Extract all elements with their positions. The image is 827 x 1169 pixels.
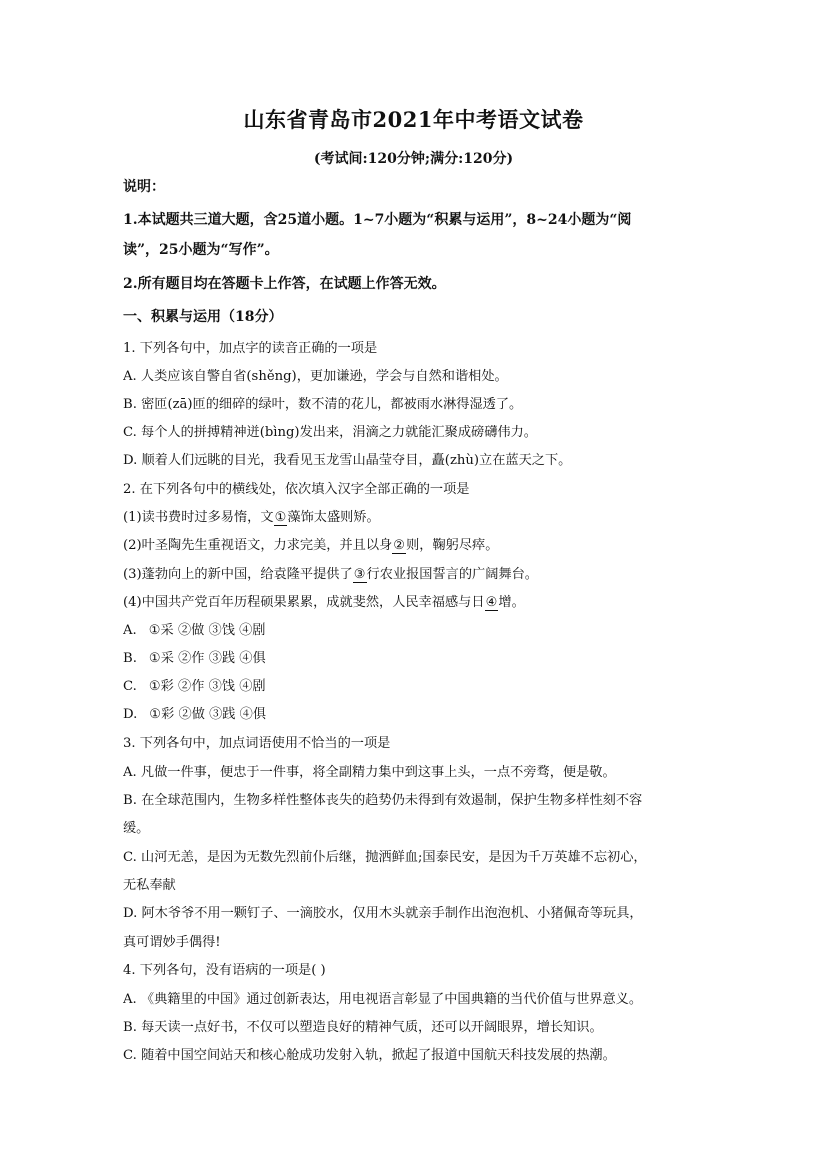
q2-blank-1: ① bbox=[274, 510, 287, 525]
q2-sentence-4-post: 增。 bbox=[498, 595, 525, 610]
q2-sentence-3 bbox=[123, 566, 713, 584]
q2-option-a-choice-1: ①采 bbox=[148, 623, 174, 638]
q2-option-d-choice-4: ④俱 bbox=[239, 707, 267, 722]
q2-option-b-choice-3: ③践 bbox=[208, 651, 236, 666]
q2-option-c-letter: C. bbox=[123, 679, 137, 694]
q1-stem: 1. 下列各句中，加点字的读音正确的一项是 bbox=[123, 341, 378, 356]
q2-blank-4: ④ bbox=[485, 595, 498, 610]
q2-sentence-3-pre: (3)蓬勃向上的新中国，给袁隆平提供了 bbox=[123, 567, 353, 582]
exam-subtitle: (考试间:120分钟;满分:120分) bbox=[313, 151, 514, 167]
q1-option-a: A. 人类应该自警自省(shěng)，更加谦逊，学会与自然和谐相处。 bbox=[123, 369, 508, 384]
q2-option-a-choice-4: ④剧 bbox=[239, 623, 266, 638]
q2-option-a-choice-2: ②做 bbox=[177, 623, 205, 638]
q3-option-d-line-2: 真可谓妙手偶得! bbox=[123, 935, 221, 950]
q3-option-c-line-1: C. 山河无恙，是因为无数先烈前仆后继，抛洒鲜血;国泰民安，是因为千万英雄不忘初心， bbox=[123, 850, 647, 865]
q2-option-d-letter: D. bbox=[123, 707, 138, 722]
q3-option-a: A. 凡做一件事，便忠于一件事，将全副精力集中到这事上头，一点不旁骛，便是敬。 bbox=[123, 765, 616, 780]
q2-option-d bbox=[123, 706, 713, 724]
q2-sentence-1 bbox=[123, 509, 713, 527]
q1-option-d: D. 顺着人们远眺的目光，我看见玉龙雪山晶莹夺目，矗(zhù)立在蓝天之下。 bbox=[123, 453, 572, 468]
q2-option-b bbox=[123, 650, 713, 668]
q2-option-d-choice-3: ③践 bbox=[209, 707, 236, 722]
q2-option-c-choice-3: ③饯 bbox=[208, 679, 235, 694]
q2-option-a-letter: A. bbox=[123, 623, 137, 638]
q2-option-b-choice-2: ②作 bbox=[178, 651, 205, 666]
q4-stem: 4. 下列各句，没有语病的一项是( ) bbox=[123, 963, 326, 978]
q1-option-c: C. 每个人的拼搏精神迸(bìng)发出来，涓滴之力就能汇聚成磅礴伟力。 bbox=[123, 425, 537, 440]
q2-option-b-choice-1: ①采 bbox=[148, 651, 174, 666]
q3-option-c-line-2: 无私奉献 bbox=[123, 878, 176, 893]
q2-blank-3: ③ bbox=[353, 567, 366, 582]
q1-option-b: B. 密匝(zā)匝的细碎的绿叶，数不清的花儿，都被雨水淋得湿透了。 bbox=[123, 397, 523, 412]
instructions-heading: 说明： bbox=[123, 179, 165, 195]
instruction-item-2: 2.所有题目均在答题卡上作答，在试题上作答无效。 bbox=[123, 276, 446, 292]
q2-blank-2: ② bbox=[393, 538, 406, 553]
q2-sentence-1-post: 藻饰太盛则矫。 bbox=[287, 510, 380, 525]
instruction-item-1-line-1: 1.本试题共三道大题，含25道小题。1~7小题为“积累与运用”，8~24小题为“阅 bbox=[123, 212, 632, 228]
q2-option-b-letter: B. bbox=[123, 651, 137, 666]
q2-option-a-choice-3: ③饯 bbox=[208, 623, 235, 638]
q3-option-d-line-1: D. 阿木爷爷不用一颗钉子、一滴胶水，仅用木头就亲手制作出泡泡机、小猪佩奇等玩具， bbox=[123, 906, 643, 921]
q2-option-c bbox=[123, 678, 713, 696]
q2-option-b-choice-4: ④俱 bbox=[239, 651, 266, 666]
q2-sentence-2-post: 则，鞠躬尽瘁。 bbox=[406, 538, 499, 553]
q2-option-d-choice-1: ①彩 bbox=[149, 707, 175, 722]
q2-sentence-3-post: 行农业报国誓言的广阔舞台。 bbox=[366, 567, 538, 582]
q2-sentence-1-pre: (1)读书费时过多易惰，文 bbox=[123, 510, 274, 525]
q4-option-a: A. 《典籍里的中国》通过创新表达，用电视语言彰显了中国典籍的当代价值与世界意义。 bbox=[123, 992, 643, 1007]
q2-option-c-choice-4: ④剧 bbox=[239, 679, 266, 694]
q4-option-c: C. 随着中国空间站天和核心舱成功发射入轨，掀起了报道中国航天科技发展的热潮。 bbox=[123, 1048, 616, 1063]
q3-option-b-line-1: B. 在全球范围内，生物多样性整体丧失的趋势仍未得到有效遏制，保护生物多样性刻不容 bbox=[123, 793, 643, 808]
q3-option-b-line-2: 缓。 bbox=[123, 821, 150, 836]
exam-title: 山东省青岛市2021年中考语文试卷 bbox=[243, 107, 584, 132]
instruction-item-1-line-2: 读”，25小题为“写作”。 bbox=[123, 242, 279, 258]
q2-option-c-choice-2: ②作 bbox=[178, 679, 205, 694]
q2-sentence-4-pre: (4)中国共产党百年历程硕果累累，成就斐然，人民幸福感与日 bbox=[123, 595, 485, 610]
q2-sentence-2 bbox=[123, 537, 713, 555]
section-1-heading: 一、积累与运用（18分） bbox=[123, 309, 283, 325]
q2-option-a bbox=[123, 622, 713, 640]
q2-option-d-choice-2: ②做 bbox=[178, 707, 205, 722]
q2-stem: 2. 在下列各句中的横线处，依次填入汉字全部正确的一项是 bbox=[123, 482, 470, 497]
q2-sentence-4 bbox=[123, 594, 713, 612]
q2-sentence-2-pre: (2)叶圣陶先生重视语文，力求完美，并且以身 bbox=[123, 538, 393, 553]
q3-stem: 3. 下列各句中，加点词语使用不恰当的一项是 bbox=[123, 736, 391, 751]
q4-option-b: B. 每天读一点好书，不仅可以塑造良好的精神气质，还可以开阔眼界，增长知识。 bbox=[123, 1020, 603, 1035]
q2-option-c-choice-1: ①彩 bbox=[148, 679, 174, 694]
